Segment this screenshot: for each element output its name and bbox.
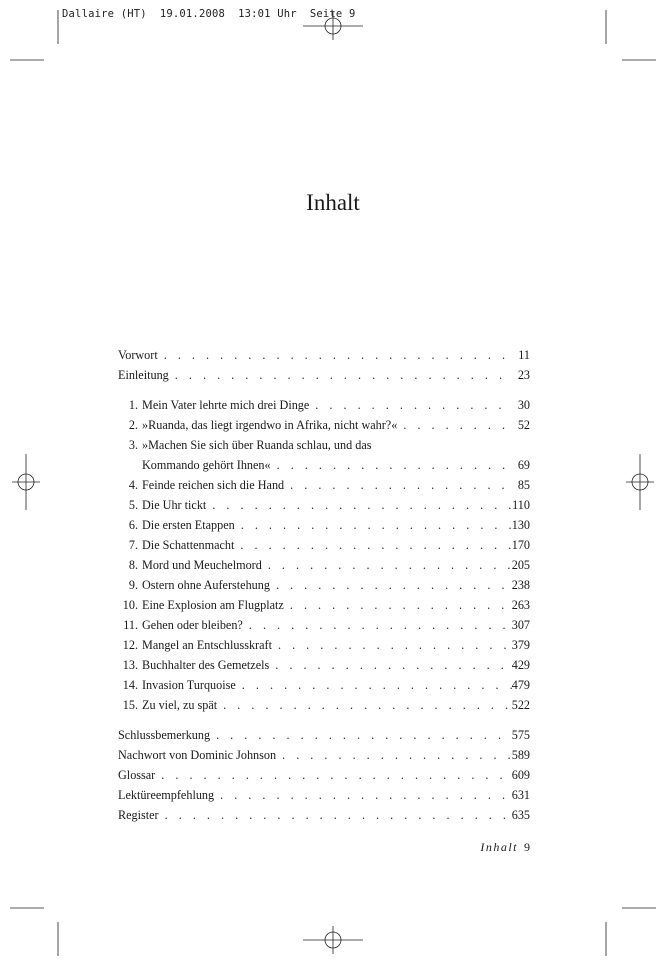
toc-chapter — [118, 635, 530, 655]
toc-entry — [118, 785, 530, 805]
toc-entry-label: Glossar — [118, 768, 156, 782]
leader-dots — [284, 475, 512, 495]
chapter-title: Die Uhr tickt — [142, 498, 207, 512]
leader-dots — [214, 785, 512, 805]
toc-chapter-continued — [118, 455, 530, 475]
toc-chapter — [118, 395, 530, 415]
leader-dots — [217, 695, 512, 715]
toc-entry-page: 23 — [517, 368, 530, 382]
toc-chapter — [118, 555, 530, 575]
chapter-number: 6. — [128, 518, 138, 532]
chapter-number: 5. — [128, 498, 138, 512]
leader-dots — [234, 535, 511, 555]
toc-chapter — [118, 615, 530, 635]
leader-dots — [206, 495, 512, 515]
toc-entry — [118, 345, 530, 365]
chapter-title: Eine Explosion am Flugplatz — [142, 598, 284, 612]
chapter-number: 8. — [128, 558, 138, 572]
leader-dots — [235, 515, 512, 535]
chapter-title: Die Schattenmacht — [142, 538, 235, 552]
chapter-page: 479 — [511, 678, 530, 692]
leader-dots — [243, 615, 512, 635]
toc-entry-label: Lektüreempfehlung — [118, 788, 215, 802]
chapter-page: 110 — [512, 498, 530, 512]
running-head: Inhalt — [480, 840, 518, 854]
leader-dots — [271, 455, 512, 475]
chapter-title: Zu viel, zu spät — [142, 698, 218, 712]
chapter-page: 238 — [511, 578, 530, 592]
print-slug: Dallaire (HT) 19.01.2008 13:01 Uhr Seite 9 — [62, 8, 356, 20]
toc-entry-label: Schlussbemerkung — [118, 728, 211, 742]
toc-entry-page: 11 — [518, 348, 530, 362]
chapter-number: 4. — [128, 478, 138, 492]
toc-entry — [118, 745, 530, 765]
toc-entry-page: 635 — [511, 808, 530, 822]
chapter-title: Buchhalter des Gemetzels — [142, 658, 270, 672]
chapter-number: 1. — [128, 398, 138, 412]
leader-dots — [155, 765, 511, 785]
leader-dots — [270, 575, 512, 595]
page-number: 9 — [524, 840, 530, 854]
toc-chapter — [118, 675, 530, 695]
leader-dots — [284, 595, 512, 615]
chapter-page: 522 — [511, 698, 530, 712]
toc-chapter — [118, 495, 530, 515]
leader-dots — [158, 345, 512, 365]
chapter-title: Mord und Meuchelmord — [142, 558, 262, 572]
chapter-title: Mangel an Entschlusskraft — [142, 638, 272, 652]
chapter-number: 9. — [128, 578, 138, 592]
chapter-number: 3. — [128, 438, 138, 452]
chapter-number: 2. — [128, 418, 138, 432]
toc-entry — [118, 365, 530, 385]
toc-entry-label: Register — [118, 808, 159, 822]
leader-dots — [272, 635, 512, 655]
chapter-number: 13. — [122, 658, 138, 672]
registration-mark-bottom — [303, 926, 363, 954]
chapter-page: 69 — [517, 458, 530, 472]
toc-entry-page: 575 — [511, 728, 530, 742]
table-of-contents — [118, 345, 530, 825]
toc-entry-page: 609 — [511, 768, 530, 782]
chapter-title: Ostern ohne Auferstehung — [142, 578, 270, 592]
toc-chapter — [118, 695, 530, 715]
chapter-page: 170 — [511, 538, 530, 552]
toc-entry — [118, 765, 530, 785]
chapter-number: 7. — [128, 538, 138, 552]
toc-entry-label: Nachwort von Dominic Johnson — [118, 748, 277, 762]
chapter-number: 12. — [122, 638, 138, 652]
toc-chapter — [118, 475, 530, 495]
toc-chapter — [118, 515, 530, 535]
leader-dots — [309, 395, 512, 415]
chapter-title: Die ersten Etappen — [142, 518, 235, 532]
chapter-page: 52 — [517, 418, 530, 432]
chapter-page: 85 — [517, 478, 530, 492]
chapter-title: »Machen Sie sich über Ruanda schlau, und das — [142, 438, 372, 452]
chapter-title: Mein Vater lehrte mich drei Dinge — [142, 398, 310, 412]
chapter-number: 10. — [122, 598, 138, 612]
toc-chapter — [118, 655, 530, 675]
leader-dots — [236, 675, 512, 695]
leader-dots — [269, 655, 511, 675]
chapter-title: Invasion Turquoise — [142, 678, 236, 692]
chapter-page: 130 — [511, 518, 530, 532]
leader-dots — [276, 745, 512, 765]
page-title: Inhalt — [306, 190, 360, 215]
toc-entry-label: Vorwort — [118, 348, 158, 362]
leader-dots — [159, 805, 512, 825]
chapter-page: 379 — [511, 638, 530, 652]
leader-dots — [210, 725, 512, 745]
toc-entry-page: 589 — [511, 748, 530, 762]
chapter-number: 15. — [122, 698, 138, 712]
registration-mark-right — [626, 454, 654, 510]
chapter-page: 205 — [511, 558, 530, 572]
registration-mark-top — [303, 12, 363, 40]
toc-chapter — [118, 595, 530, 615]
chapter-page: 429 — [511, 658, 530, 672]
toc-chapter — [118, 415, 530, 435]
registration-mark-left — [12, 454, 40, 510]
toc-entry-label: Einleitung — [118, 368, 169, 382]
toc-chapter — [118, 535, 530, 555]
leader-dots — [262, 555, 512, 575]
chapter-page: 307 — [511, 618, 530, 632]
leader-dots — [397, 415, 512, 435]
toc-chapter — [118, 575, 530, 595]
chapter-title: Feinde reichen sich die Hand — [142, 478, 285, 492]
chapter-title: Gehen oder bleiben? — [142, 618, 243, 632]
toc-chapter — [118, 435, 530, 455]
chapter-title: »Ruanda, das liegt irgendwo in Afrika, nicht wahr?« — [142, 418, 398, 432]
leader-dots — [169, 365, 512, 385]
chapter-number: 14. — [122, 678, 138, 692]
toc-entry-page: 631 — [511, 788, 530, 802]
toc-entry — [118, 805, 530, 825]
page-folio — [480, 840, 530, 855]
chapter-title-continued: Kommando gehört Ihnen« — [142, 458, 271, 472]
toc-entry — [118, 725, 530, 745]
chapter-number: 11. — [123, 618, 138, 632]
chapter-page: 263 — [511, 598, 530, 612]
chapter-page: 30 — [517, 398, 530, 412]
